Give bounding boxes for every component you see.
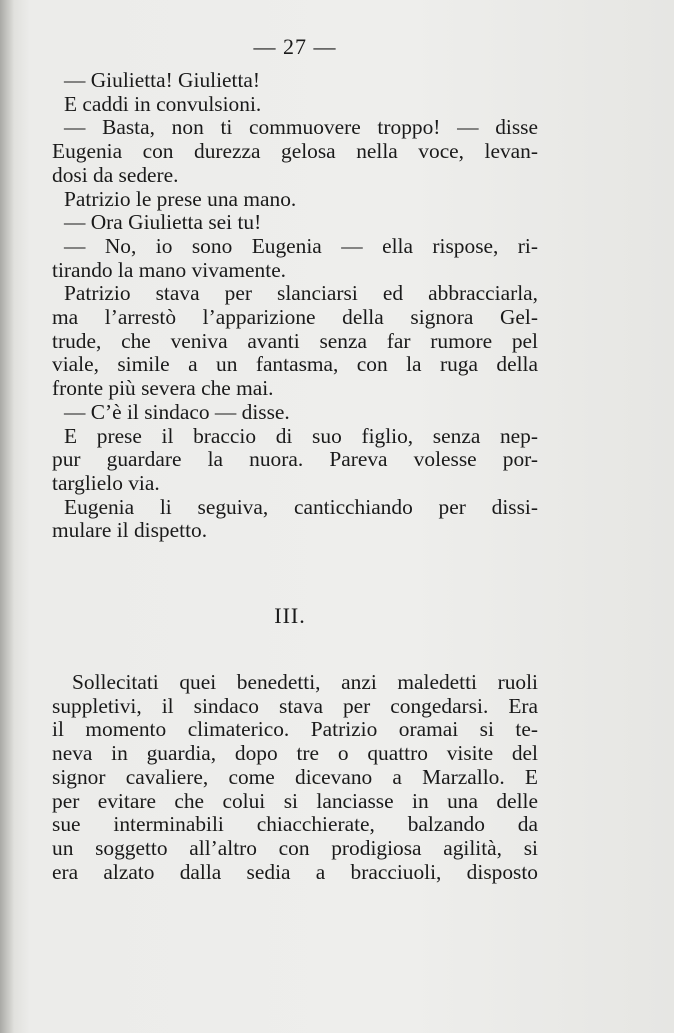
text-line: neva in guardia, dopo tre o quattro visite del <box>52 741 538 766</box>
page-spine-shadow <box>0 0 14 1033</box>
text-line: Sollecitati quei benedetti, anzi maledetti ruoli <box>72 670 538 694</box>
text-line: Patrizio le prese una mano. <box>64 186 297 211</box>
text-line: suppletivi, il sindaco stava per congedarsi. Era <box>52 693 538 718</box>
text-line: Eugenia li seguiva, canticchiando per dissi- <box>64 494 538 519</box>
text-line: viale, simile a un fantasma, con la ruga della <box>52 352 538 377</box>
text-line: per evitare che colui si lanciasse in una delle <box>52 788 538 813</box>
text-line: ma l’arrestò l’apparizione della signora Gel- <box>52 305 538 330</box>
text-line: il momento climaterico. Patrizio oramai si te- <box>52 717 538 742</box>
text-section-one <box>52 69 538 543</box>
text-line: Eugenia con durezza gelosa nella voce, levan- <box>52 139 538 164</box>
text-line: signor cavaliere, come dicevano a Marzallo. E <box>52 764 538 789</box>
chapter-heading: III. <box>274 603 306 628</box>
page-number: — 27 — <box>253 34 337 59</box>
text-line: era alzato dalla sedia a bracciuoli, disposto <box>52 859 538 884</box>
text-line: — C’è il sindaco — disse. <box>64 399 290 424</box>
text-section-two <box>52 671 538 884</box>
text-line: pur guardare la nuora. Pareva volesse por- <box>52 447 538 472</box>
text-line: fronte più severa che mai. <box>52 376 274 401</box>
text-line: targlielo via. <box>52 470 160 495</box>
text-line: — Basta, non ti commuovere troppo! — disse <box>64 115 538 140</box>
text-line: tirando la mano vivamente. <box>52 257 287 282</box>
text-line: trude, che veniva avanti senza far rumore pel <box>52 328 538 353</box>
text-line: dosi da sedere. <box>52 162 179 187</box>
text-line: — Ora Giulietta sei tu! <box>64 210 262 235</box>
text-line: mulare il dispetto. <box>52 518 208 543</box>
text-line: sue interminabili chiacchierate, balzando da <box>52 812 538 837</box>
text-line: E prese il braccio di suo figlio, senza nep- <box>64 423 538 448</box>
text-line: — No, io sono Eugenia — ella rispose, ri- <box>64 233 538 258</box>
text-line: un soggetto all’altro con prodigiosa agilità, si <box>52 835 538 860</box>
text-line: E caddi in convulsioni. <box>64 91 262 116</box>
text-line: — Giulietta! Giulietta! <box>64 68 261 92</box>
text-line: Patrizio stava per slanciarsi ed abbracciarla, <box>64 281 538 306</box>
